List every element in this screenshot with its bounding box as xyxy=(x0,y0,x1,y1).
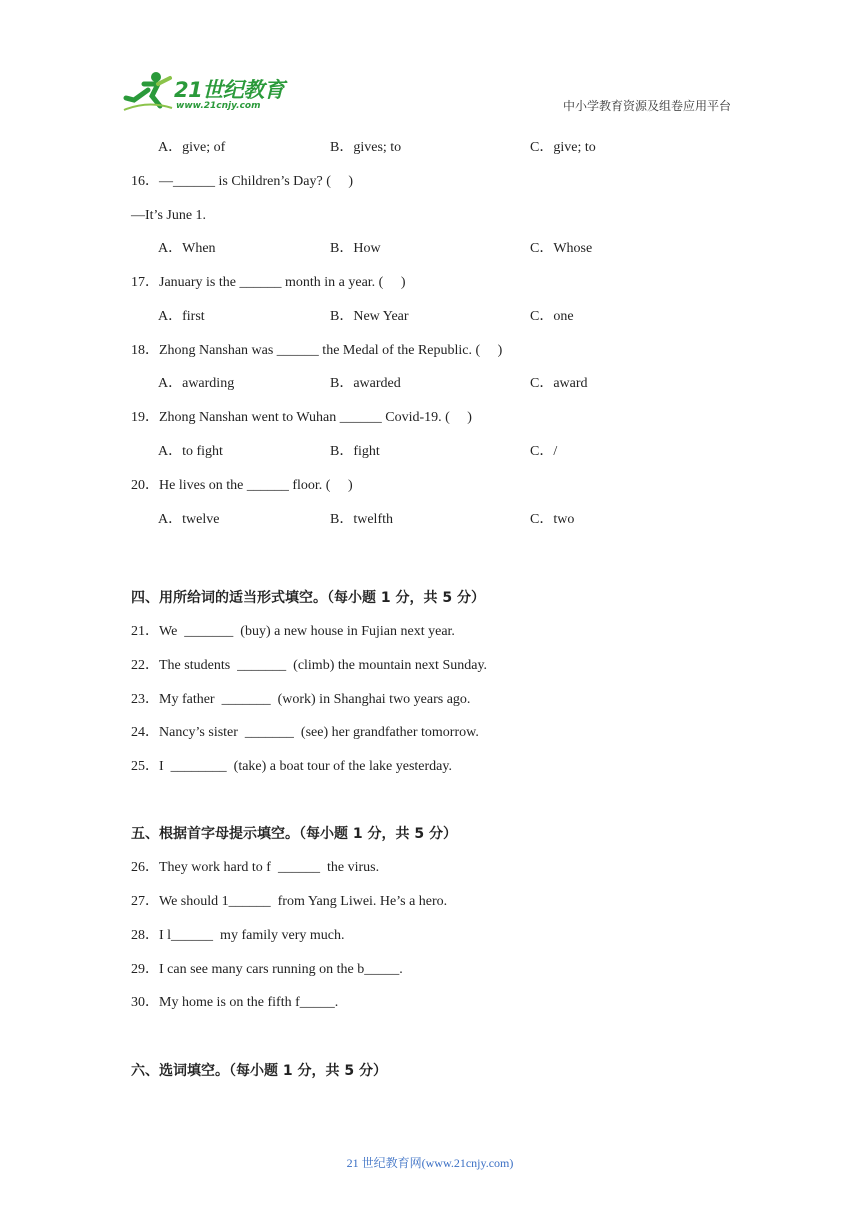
platform-name: 中小学教育资源及组卷应用平台 xyxy=(562,99,731,113)
q25: 25．I ________ (take) a boat tour of the lake yesterday. xyxy=(131,759,452,774)
q20-option-c: C．two xyxy=(530,512,575,527)
q29: 29．I can see many cars running on the b_____. xyxy=(131,962,403,977)
q17-option-b: B．New Year xyxy=(330,309,409,324)
q27: 27．We should 1______ from Yang Liwei. He’s a hero. xyxy=(131,894,448,909)
logo-text: 21世纪教育 xyxy=(174,78,285,102)
q22: 22．The students _______ (climb) the mountain next Sunday. xyxy=(131,658,488,673)
q30: 30．My home is on the fifth f_____. xyxy=(131,995,339,1010)
q20-option-a: A．twelve xyxy=(158,512,220,527)
q15-option-b: B．gives; to xyxy=(330,140,402,155)
q19-stem: 19．Zhong Nanshan went to Wuhan ______ Covid-19. ( ) xyxy=(131,410,472,425)
q17-option-c: C．one xyxy=(530,309,574,324)
q28: 28．I l______ my family very much. xyxy=(131,928,345,943)
q18-stem: 18．Zhong Nanshan was ______ the Medal of the Republic. ( ) xyxy=(131,343,503,358)
q26: 26．They work hard to f ______ the virus. xyxy=(131,860,380,875)
q24: 24．Nancy’s sister _______ (see) her grandfather tomorrow. xyxy=(131,725,479,740)
q20-option-b: B．twelfth xyxy=(330,512,393,527)
q16-stem: 16．—______ is Children’s Day? ( ) xyxy=(131,174,354,189)
logo-url: www.21cnjy.com xyxy=(176,101,261,111)
section-5-title: 五、根据首字母提示填空。（每小题 1 分，共 5 分） xyxy=(131,826,457,842)
q16-option-a: A．When xyxy=(158,241,216,256)
q19-option-b: B．fight xyxy=(330,444,380,459)
section-4-title: 四、用所给词的适当形式填空。（每小题 1 分，共 5 分） xyxy=(131,590,485,606)
q19-option-c: C．/ xyxy=(530,444,558,459)
q17-stem: 17．January is the ______ month in a year. ( ) xyxy=(131,275,406,290)
q19-option-a: A．to fight xyxy=(158,444,223,459)
q16-answer-line: —It’s June 1. xyxy=(131,208,207,223)
runner-logo-icon xyxy=(122,70,176,114)
q15-option-c: C．give; to xyxy=(530,140,596,155)
q17-option-a: A．first xyxy=(158,309,205,324)
q20-stem: 20．He lives on the ______ floor. ( ) xyxy=(131,478,353,493)
logo xyxy=(122,70,292,114)
q16-option-c: C．Whose xyxy=(530,241,593,256)
q16-option-b: B．How xyxy=(330,241,381,256)
q18-option-c: C．award xyxy=(530,376,588,391)
q21: 21．We _______ (buy) a new house in Fujian next year. xyxy=(131,624,455,639)
section-6-title: 六、选词填空。（每小题 1 分，共 5 分） xyxy=(131,1063,387,1079)
q18-option-a: A．awarding xyxy=(158,376,235,391)
q18-option-b: B．awarded xyxy=(330,376,401,391)
footer-link[interactable]: 21 世纪教育网(www.21cnjy.com) xyxy=(346,1156,514,1170)
q15-option-a: A．give; of xyxy=(158,140,226,155)
q23: 23．My father _______ (work) in Shanghai two years ago. xyxy=(131,692,471,707)
